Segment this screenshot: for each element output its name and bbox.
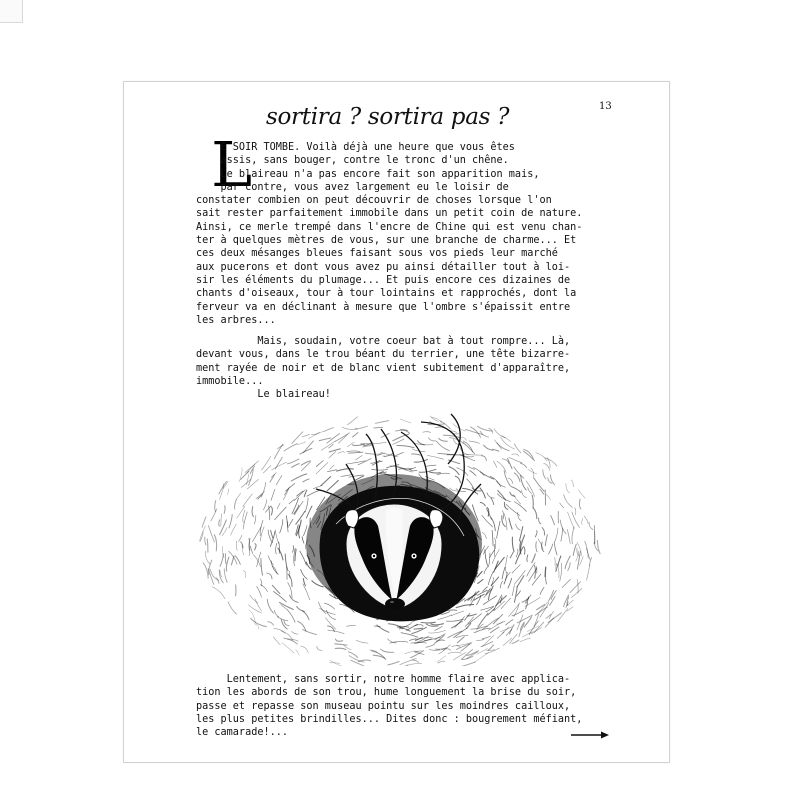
body-paragraph-2: Mais, soudain, votre coeur bat à tout rompre... Là, devant vous, dans le trou béant du terrier, une tête bizarre- ment rayée de noir et de blanc vient subitement d'apparaître, immobile...	[196, 336, 571, 387]
page-title: sortira ? sortira pas ?	[266, 104, 510, 130]
badger-illustration	[196, 404, 606, 666]
drop-cap: L	[211, 128, 253, 201]
exclamation-line: Le blaireau!	[196, 389, 331, 400]
corner-tab	[0, 0, 23, 23]
body-paragraph-1: E SOIR TOMBE. Voilà déjà une heure que vous êtes assis, sans bouger, contre le tronc d'un chêne. Le blaireau n'a pas encore fait son apparition mais, par contre, vous avez largement eu le loisir de constater combien on peut découvrir de choses lorsque l'on sait rester parfaitement immobile dans un petit coin de nature. Ainsi, ce merle trempé dans l'encre de Chine qui est venu chan- ter à quelques mètres de vous, sur une branche de charme... Et ces deux mésanges bleues faisant sous vos pieds leur marché aux pucerons et dont vous avez pu ainsi détailler tout à loi- sir les éléments du plumage... Et puis encore ces dizaines de chants d'oiseaux, tour à tour lointains et rapprochés, dont la ferveur va en déclinant à mesure que l'ombre s'épaissit entre les arbres...	[196, 142, 583, 326]
right-arrow-icon	[570, 730, 610, 740]
body-paragraph-3: Lentement, sans sortir, notre homme flaire avec applica- tion les abords de son trou, hume longuement la brise du soir, passe et repasse son museau pointu sur les moindres cailloux, les plus petites brindilles... Dites donc : bougrement méfiant, le camarade!...	[196, 674, 583, 739]
page-number: 13	[599, 101, 612, 112]
book-page	[123, 81, 670, 763]
